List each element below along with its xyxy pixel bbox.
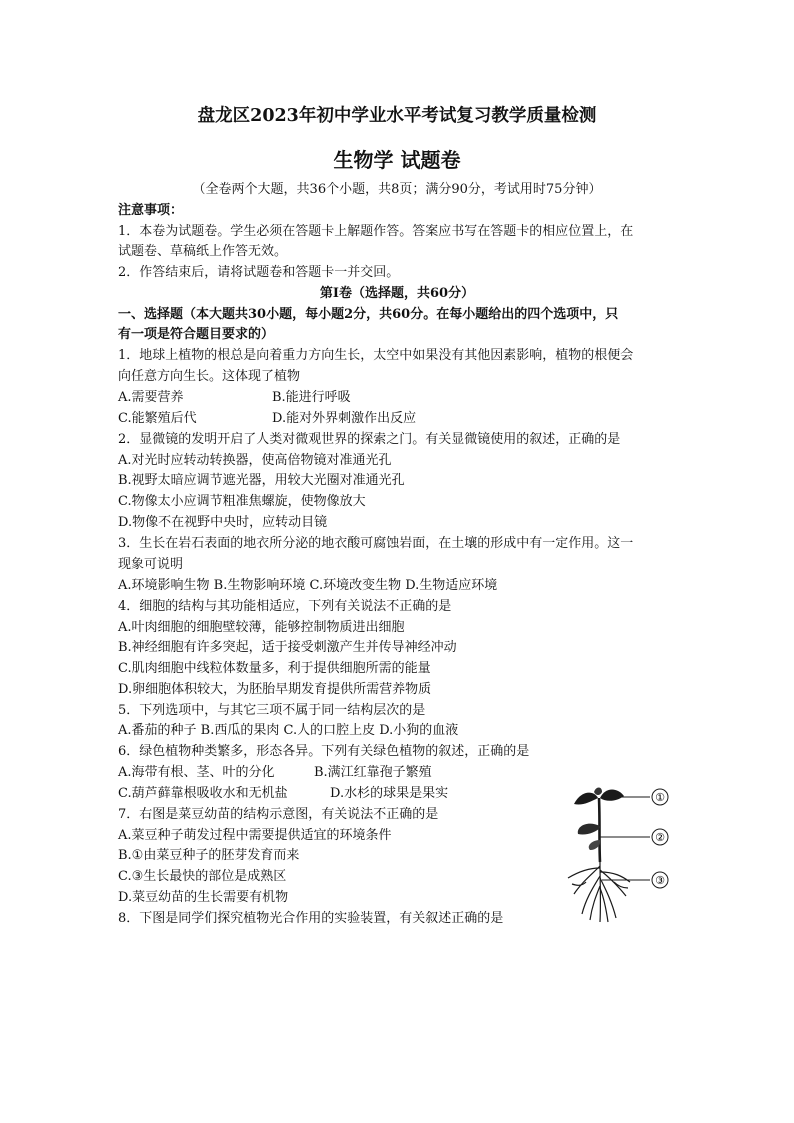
question-1-option-d: D.能对外界刺激作出反应 [272, 411, 417, 426]
question-4-option-b: B.神经细胞有许多突起，适于接受刺激产生并传导神经冲动 [118, 640, 457, 655]
exam-title: 盘龙区2023年初中学业水平考试复习教学质量检测 [197, 106, 597, 126]
question-7-option-a: A.菜豆种子萌发过程中需要提供适宜的环境条件 [118, 828, 392, 843]
question-1-stem-line-1: 1．地球上植物的根总是向着重力方向生长，太空中如果没有其他因素影响，植物的根便会 [118, 348, 634, 363]
leader-lines [600, 797, 650, 880]
question-3-options: A.环境影响生物 B.生物影响环境 C.环境改变生物 D.生物适应环境 [118, 578, 498, 593]
question-4-stem: 4．细胞的结构与其功能相适应，下列有关说法不正确的是 [118, 599, 452, 614]
note-1-line-1: 1．本卷为试题卷。学生必须在答题卡上解题作答。答案应书写在答题卡的相应位置上，在 [118, 224, 634, 239]
bud-icon [594, 788, 602, 796]
question-3-stem-line-1: 3．生长在岩石表面的地衣所分泌的地衣酸可腐蚀岩面，在土壤的形成中有一定作用。这一 [118, 536, 634, 551]
question-2-option-a: A.对光时应转动转换器，使高倍物镜对准通光孔 [118, 453, 392, 468]
cotyledon-lower-icon [589, 840, 600, 850]
question-5-options: A.番茄的种子 B.西瓜的果肉 C.人的口腔上皮 D.小狗的血液 [118, 723, 459, 738]
question-7-stem: 7．右图是菜豆幼苗的结构示意图，有关说法不正确的是 [118, 807, 439, 822]
figure-labels [652, 789, 668, 888]
label-1: ① [655, 791, 665, 804]
question-6-option-a: A.海带有根、茎、叶的分化 [118, 765, 275, 780]
section-intro-line-1: 一、选择题（本大题共30小题，每小题2分，共60分。在每小题给出的四个选项中，只 [118, 307, 619, 322]
leaf-left-icon [574, 793, 598, 805]
notes-heading: 注意事项： [118, 203, 184, 218]
question-4-option-d: D.卵细胞体积较大，为胚胎早期发育提供所需营养物质 [118, 682, 432, 697]
question-7-option-d: D.菜豆幼苗的生长需要有机物 [118, 890, 289, 905]
question-6-option-b: B.满江红靠孢子繁殖 [314, 765, 432, 780]
leaf-right-icon [600, 790, 624, 801]
question-5-stem: 5．下列选项中，与其它三项不属于同一结构层次的是 [118, 703, 426, 718]
question-3-stem-line-2: 现象可说明 [118, 557, 184, 572]
note-2: 2．作答结束后，请将试题卷和答题卡一并交回。 [118, 265, 400, 280]
question-8-stem: 8．下图是同学们探究植物光合作用的实验装置，有关叙述正确的是 [118, 911, 504, 926]
question-2-option-c: C.物像太小应调节粗准焦螺旋，使物像放大 [118, 494, 366, 509]
question-1-option-c: C.能繁殖后代 [118, 411, 197, 426]
stem-icon [599, 798, 600, 862]
section-heading: 第Ⅰ卷（选择题，共60分） [319, 286, 475, 301]
cotyledon-icon [578, 824, 600, 835]
question-2-stem: 2．显微镜的发明开启了人类对微观世界的探索之门。有关显微镜使用的叙述，正确的是 [118, 432, 621, 447]
section-intro-line-2: 有一项是符合题目要求的） [118, 327, 275, 342]
note-1-line-2: 试题卷、草稿纸上作答无效。 [118, 244, 288, 259]
question-6-stem: 6．绿色植物种类繁多，形态各异。下列有关绿色植物的叙述，正确的是 [118, 744, 530, 759]
question-2-option-b: B.视野太暗应调节遮光器，用较大光圈对准通光孔 [118, 473, 405, 488]
question-1-stem-line-2: 向任意方向生长。这体现了植物 [118, 369, 301, 384]
question-7-option-b: B.①由菜豆种子的胚芽发育而来 [118, 848, 300, 863]
label-2: ② [655, 831, 665, 844]
question-4-option-c: C.肌肉细胞中线粒体数量多，利于提供细胞所需的能量 [118, 661, 431, 676]
label-3: ③ [655, 874, 665, 887]
roots-icon [568, 862, 630, 922]
question-6-option-d: D.水杉的球果是果实 [330, 786, 449, 801]
question-4-option-a: A.叶肉细胞的细胞壁较薄，能够控制物质进出细胞 [118, 620, 405, 635]
question-6-option-c: C.葫芦藓靠根吸收水和无机盐 [118, 786, 288, 801]
bean-seedling-figure [556, 782, 686, 924]
question-7-option-c: C.③生长最快的部位是成熟区 [118, 869, 287, 884]
question-1-option-b: B.能进行呼吸 [272, 390, 351, 405]
question-1-option-a: A.需要营养 [118, 390, 184, 405]
exam-info: （全卷两个大题，共36个小题，共8页；满分90分，考试用时75分钟） [192, 182, 602, 197]
subject-title: 生物学 试题卷 [333, 148, 461, 172]
question-2-option-d: D.物像不在视野中央时，应转动目镜 [118, 515, 328, 530]
